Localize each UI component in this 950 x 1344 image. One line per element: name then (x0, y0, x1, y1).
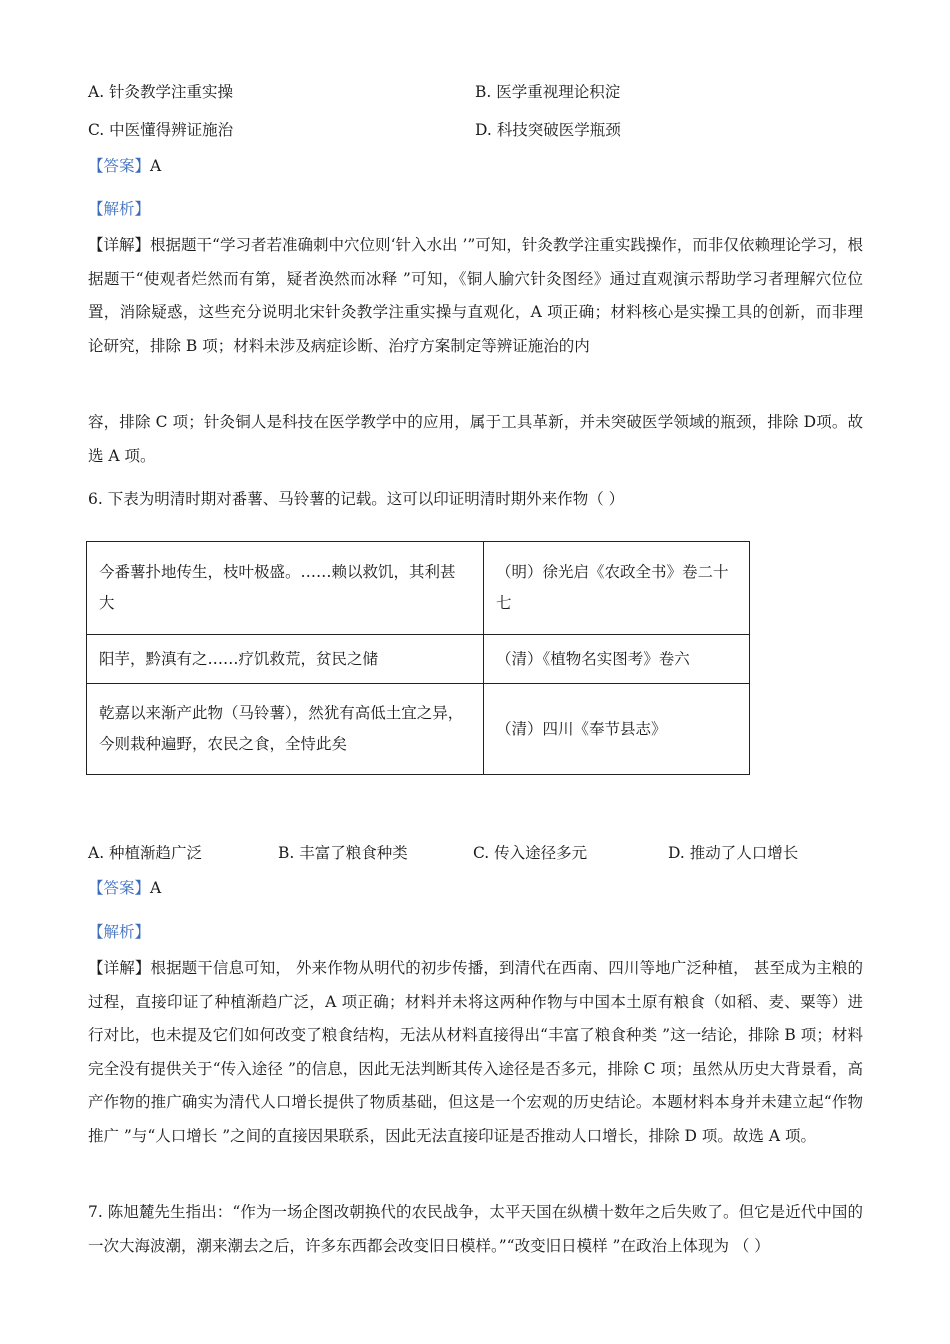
q6-answer-value: A (150, 879, 162, 897)
table-cell-source: （清）四川《奉节县志》 (484, 684, 750, 775)
table-cell-source: （明）徐光启《农政全书》卷二十七 (484, 542, 750, 635)
q5-option-d: D. 科技突破医学瓶颈 (475, 121, 621, 139)
q6-option-a: A. 种植渐趋广泛 (88, 844, 203, 862)
q6-answer (88, 876, 161, 898)
q5-answer-label: 【答案】 (88, 157, 151, 175)
table-cell-text: 乾嘉以来渐产此物（马铃薯），然犹有高低土宜之异，今则栽种遍野，农民之食，全恃此矣 (87, 684, 484, 775)
q6-answer-label: 【答案】 (88, 879, 151, 897)
q5-answer (88, 154, 161, 176)
q6-option-c: C. 传入途径多元 (473, 844, 588, 862)
q5-detail-continued: 容，排除 C 项；针灸铜人是科技在医学教学中的应用，属于工具革新，并未突破医学领域的瓶颈，排除 D项。故选 A 项。 (88, 413, 863, 465)
table-cell-text: 今番薯扑地传生，枝叶极盛。……赖以救饥，其利甚大 (87, 542, 484, 635)
q6-detail (88, 952, 863, 1153)
q5-detail-text: 根据题干“学习者若准确刺中穴位则‘针入水出 ’”可知，针灸教学注重实践操作，而非仅依赖理论学习，根据题干“使观者烂然而有第，疑者涣然而冰释 ”可知，《铜人腧穴针灸图经》通过直观演示帮助学习者理解穴位位置，消除疑惑，这些充分说明北宋针灸教学注重实操与直观化，A 项正确；材料核心是实操工具的创新，而非理论研究，排除 B 项；材料未涉及病症诊断、治疗方案制定等辨证施治的内 (88, 236, 863, 355)
q5-answer-value: A (150, 157, 162, 175)
q5-detail-label: 【详解】 (88, 236, 151, 254)
q6-stem: 6. 下表为明清时期对番薯、马铃薯的记载。这可以印证明清时期外来作物（ ） (88, 490, 625, 508)
table-row (87, 635, 750, 684)
q5-option-c: C. 中医懂得辨证施治 (88, 121, 234, 139)
q7-stem: 7. 陈旭麓先生指出：“作为一场企图改朝换代的农民战争，太平天国在纵横十数年之后失败了。但它是近代中国的一次大海波潮，潮来潮去之后，许多东西都会改变旧日模样。”“改变旧日模样 ”在政治上体现为 （ ） (88, 1203, 863, 1255)
q5-option-b: B. 医学重视理论积淀 (475, 83, 621, 101)
q5-detail (88, 229, 863, 363)
table-cell-text: 阳芋，黔滇有之……疗饥救荒，贫民之储 (87, 635, 484, 684)
table-row (87, 684, 750, 775)
q6-detail-text: 根据题干信息可知， 外来作物从明代的初步传播，到清代在西南、四川等地广泛种植， 甚至成为主粮的过程，直接印证了种植渐趋广泛，A 项正确；材料并未将这两种作物与中国本土原有粮食（如稻、麦、粟等）进行对比，也未提及它们如何改变了粮食结构，无法从材料直接得出“丰富了粮食种类 ”这一结论，排除 B 项；材料完全没有提供关于“传入途径 ”的信息，因此无法判断其传入途径是否多元，排除 C 项；虽然从历史大背景看，高产作物的推广确实为清代人口增长提供了物质基础，但这是一个宏观的历史结论。本题材料本身并未建立起“作物推广 ”与“人口增长 ”之间的直接因果联系，因此无法直接印证是否推动人口增长，排除 D 项。故选 A 项。 (88, 959, 863, 1145)
q5-option-a: A. 针灸教学注重实操 (88, 83, 234, 101)
table-row (87, 542, 750, 635)
table-cell-source: （清）《植物名实图考》卷六 (484, 635, 750, 684)
q6-detail-label: 【详解】 (88, 959, 151, 977)
q6-option-d: D. 推动了人口增长 (668, 844, 799, 862)
q6-record-table (86, 541, 750, 775)
q5-analysis-label: 【解析】 (88, 200, 151, 218)
q6-analysis-label: 【解析】 (88, 923, 151, 941)
q6-option-b: B. 丰富了粮食种类 (278, 844, 408, 862)
